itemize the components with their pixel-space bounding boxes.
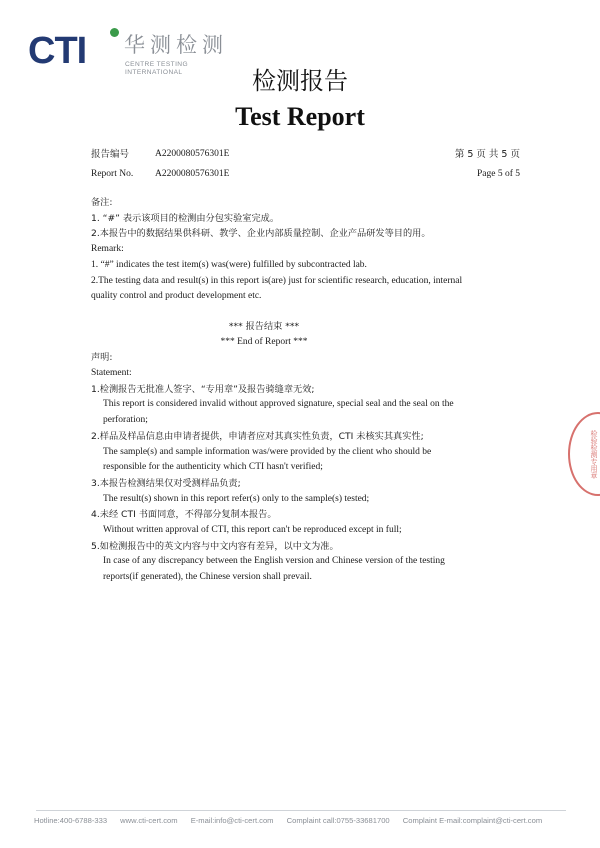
remark-item-cn: 1. “#” 表示该项目的检测由分包实验室完成。 [91,212,280,224]
statement-item-en: The sample(s) and sample information was/were provided by the client who should be [103,446,432,457]
end-of-report-cn: *** 报告结束 *** [228,320,300,332]
statement-item-en: In case of any discrepancy between the English version and Chinese version of the testing [103,556,445,567]
page-title-en: Test Report [235,102,365,131]
end-of-report-en: *** End of Report *** [220,336,308,347]
report-body [91,195,531,586]
logo-brand: CTI [28,30,87,72]
page-indicator-cn: 第 5 页 共 5 页 [454,149,520,160]
statement-item-cn: 4.未经 CTI 书面同意，不得部分复制本报告。 [91,509,277,521]
page-indicator-en: Page 5 of 5 [476,169,520,179]
statement-item-cn: 1.检测报告无批准人签字、“专用章”及报告骑缝章无效; [91,383,315,395]
statement-item-en: perforation; [103,415,148,426]
remark-item-en: 2.The testing data and result(s) in this report is(are) just for scientific research, education, internal [91,275,463,286]
seal-stamp-text: 检验检测专用章 [590,430,598,479]
remark-item-en: 1. “#” indicates the test item(s) was(were) fulfilled by subcontracted lab. [91,259,367,270]
footer-divider [36,810,566,811]
statement-item-en: responsible for the authenticity which CTI hasn't verified; [103,462,323,473]
report-no-label-en: Report No. [91,169,134,179]
remarks-heading-en: Remark: [91,244,124,255]
statement-item-cn: 2.样品及样品信息由申请者提供，申请者应对其真实性负责，CTI 未核实其真实性; [91,430,424,442]
remark-item-en: quality control and product development etc. [91,291,262,302]
report-no-label-cn: 报告编号 [91,149,130,160]
statement-heading-cn: 声明: [91,352,113,364]
footer-website: www.cti-cert.com [120,816,178,825]
remark-item-cn: 2.本报告中的数据结果供科研、教学、企业内部质量控制、企业产品研发等目的用。 [91,228,431,240]
statement-item-en: This report is considered invalid without approved signature, special seal and the seal on the [103,399,454,410]
footer-hotline: Hotline:400-6788-333 [34,816,108,825]
statement-item-en: reports(if generated), the Chinese version shall prevail. [103,572,312,583]
footer [34,816,574,826]
logo-brand-cn: 华测检测 [124,33,228,57]
report-no-value: A2200080576301E [155,149,230,159]
page-title-cn: 检测报告 [252,67,348,95]
statement-item-cn: 3.本报告检测结果仅对受测样品负责; [91,477,241,489]
statement-item-cn: 5.如检测报告中的英文内容与中文内容有差异，以中文为准。 [91,540,339,552]
statement-item-en: Without written approval of CTI, this report can't be reproduced except in full; [103,525,402,536]
remarks-heading-cn: 备注: [91,197,113,208]
report-no-value-en: A2200080576301E [155,169,230,179]
footer-complaint-email: Complaint E-mail:complaint@cti-cert.com [402,816,543,825]
logo-tagline: CENTRE TESTING INTERNATIONAL [125,61,188,76]
footer-complaint-call: Complaint call:0755-33681700 [286,816,390,825]
statement-item-en: The result(s) shown in this report refer(s) only to the sample(s) tested; [103,493,370,504]
statement-heading-en: Statement: [91,368,132,379]
footer-email: E-mail:info@cti-cert.com [190,816,274,825]
logo-dot-icon [110,28,119,37]
